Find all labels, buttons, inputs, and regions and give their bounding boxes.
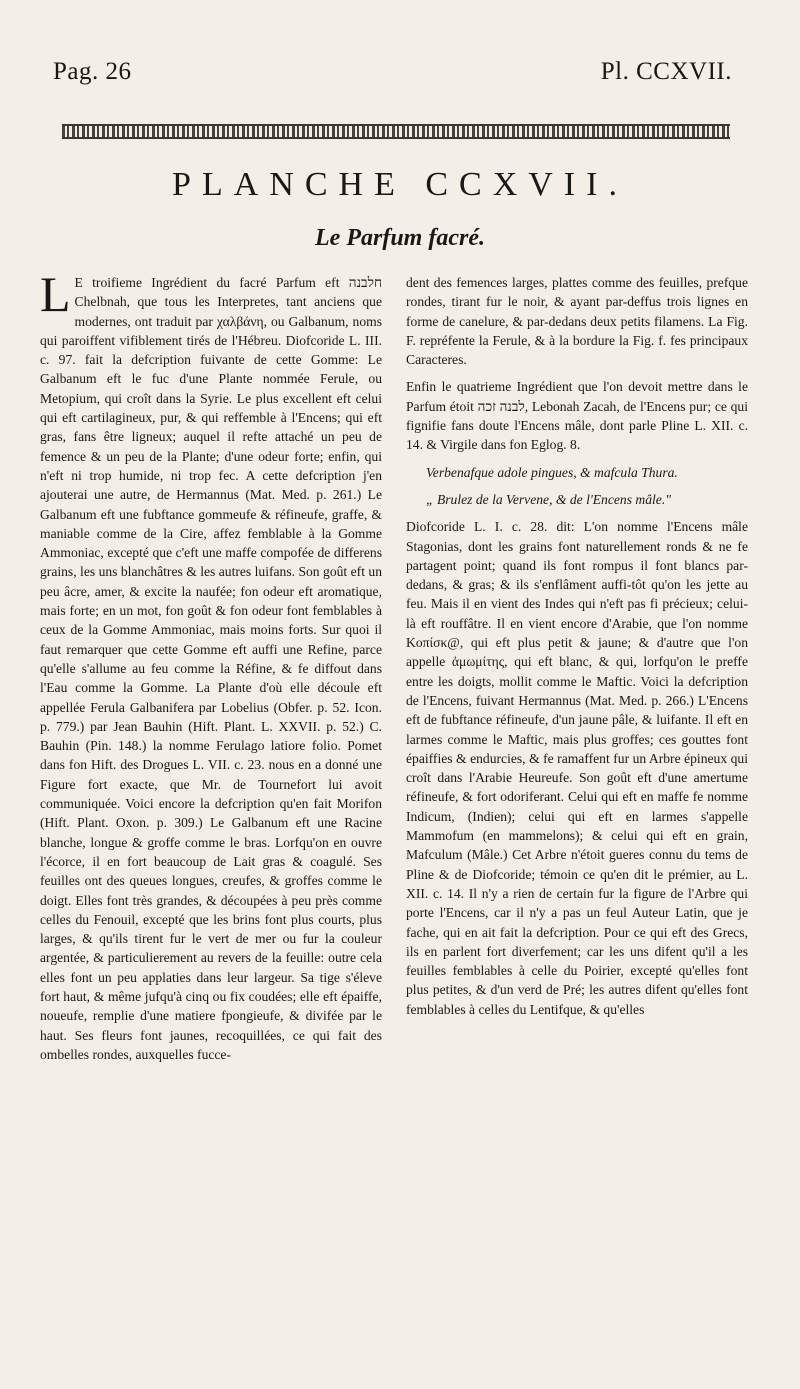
right-column: [406, 273, 748, 1027]
paragraph: dent des femences larges, plattes comme des feuilles, prefque rondes, tirant fur le noir, & ayant par-deffus trois lignes en forme de canelure, & par-dedans deux petits filamens. La Fig. F. repréfente la Ferule, & à la bordure la Fig. f. fes principaux Caracteres.: [406, 275, 748, 368]
paragraph: Diofcoride L. I. c. 28. dit: L'on nomme l'Encens mâle Stagonias, dont les grains font naturellement ronds & ne fe partagent point; quand ils font rompus il font blancs par-dedans, & gras; & ils s'enflâment auffi-tôt qu'on les jette au feu. Mais il en vient des Indes qui n'eft pas fi précieux; celui-là eft rouffâtre. Il en vient encore d'Arabie, que l'on nomme Κοπίσκ@, qui eft plus petit & jaune; & d'autre que l'on appelle ἀμωμίτης, qui eft blanc, & qui, lorfqu'on le preffe entre les doigts, mollit comme le Maftic. Voici la defcription de l'Encens, fuivant Hermannus (Mat. Med. p. 266.) L'Encens eft de fubftance réfineufe, d'un jaune pâle, & luifante. Il eft en larmes comme le Maftic, mais plus groffes; ces gouttes font épaiffies & endurcies, & fe ramaffent fur un Arbre épineux qui croît dans l'Arabie Heureufe. Son goût eft d'une amertume réfineufe, & fort odoriferant. Celui qui eft en maffe fe nomme Indicum, (Indien); celui qui eft en larmes s'appelle Mammofum (en mammelons); & celui qui eft en grain, Mafculum (Mâle.) Cet Arbre n'étoit gueres connu du tems de Pline & de Diofcoride; témoin ce qu'en dit le prémier, au L. XII. c. 14. Il n'y a rien de certain fur la figure de l'Arbre qui porte l'Encens, car il n'y a pas un feul Auteur Latin, que je fache, qui en ait fait la defcription. Pour ce qui eft des Grecs, ils en parlent fort diverfement; car les uns difent qu'il a les feuilles femblables à celle du Poirier, excepté qu'elles font plus petites, & d'un verd de Pré; les autres difent qu'elles font femblables à celles du Lentifque, & qu'elles: [406, 519, 748, 1017]
page-number: Pag. 26: [53, 58, 132, 85]
plate-title: PLANCHE CCXVII.: [172, 166, 628, 203]
paragraph: LE troifieme Ingrédient du facré Parfum eft חלבנה Chelbnah, que tous les Interpretes, tant anciens que modernes, ont traduit par χαλβάνη, ou Galbanum, noms qui paroiffent vifiblement tirés de l'Hébreu. Diofcoride L. III. c. 97. fait la defcription fuivante de cette Gomme: Le Galbanum eft le fuc d'une Plante nommée Ferule, ou Metopium, qui croît dans la Syrie. Le plus excellent eft celui qui eft cartilagineux, pur, & qui reffemble à l'Encens; qui eft gras, fans être ligneux; auquel il refte attaché un peu de femence & un peu de la Plante; d'une odeur forte; enfin, qui n'eft ni trop humide, ni trop fec. A cette defcription j'en ajouterai une autre, de Hermannus (Mat. Med. p. 261.) Le Galbanum eft une fubftance gommeufe & réfineufe, graffe, & maniable comme de la Cire, affez femblable à la Gomme Ammoniac, excepté que c'eft une maffe compofée de differens grains, les uns blanchâtres & les autres luifans. Son goût eft un peu âcre, amer, & excite la naufée; fon odeur eft aromatique, mais forte; en un mot, fon goût & fon odeur font femblables à ceux de la Gomme Ammoniac, mais moins forts. Sur quoi il faut remarquer que cette Gomme eft auffi une Refine, parce qu'elle s'allume au feu comme la Réfine, & fe diffout dans l'Eau comme la Gomme. La Plante d'où elle découle eft appellée Ferula Galbanifera par Lobelius (Obfer. p. 52. Icon. p. 779.) par Jean Bauhin (Hift. Plant. L. XXVII. p. 52.) C. Bauhin (Pin. 148.) la nomme Ferulago latiore folio. Pomet dans fon Hift. des Drogues L. VII. c. 23. nous en a donné une Figure fort exacte, que Mr. de Tournefort lui avoit communiquée. Voici encore la defcription qu'en fait Morifon (Hift. Plant. Oxon. p. 309.) Le Galbanum eft une Racine blanche, longue & groffe comme le bras. Lorfqu'on en ouvre l'écorce, il en fort beaucoup de Lait gras & coagulé. Ses feuilles ont des queues longues, creufes, & groffes comme le doigt. Elles font très grandes, & découpées à peu près comme celles du Fenouil, excepté que les brins font plus courts, plus larges, & qu'ils tirent fur le vert de mer ou fur la couleur argentée, & particulierement au revers de la feuille: outre cela elles font un peu applaties dans leur largeur. Sa tige s'éleve fort haut, & même jufqu'à cinq ou fix coudées; elle eft épaiffe, noueufe, remplie d'une matiere fpongieufe, & divifée par le haut. Ses fleurs font jaunes, recoquillées, ce qui fait des ombelles rondes, auxquelles fucce-: [40, 266, 382, 1062]
verse-latin: Verbenafque adole pingues, & mafcula Thura.: [426, 464, 678, 480]
decorative-border: [62, 124, 730, 139]
plate-subtitle: Le Parfum facré.: [315, 225, 485, 251]
verse-french: „ Brulez de la Vervene, & de l'Encens mâle.": [426, 491, 671, 507]
paragraph: Enfin le quatrieme Ingrédient que l'on devoit mettre dans le Parfum étoit לבנה זכה, Lebonah Zacah, de l'Encens pur; ce qui fignifie fans doute l'Encens mâle, dont parle Pline L. XII. c. 14. & Virgile dans fon Eglog. 8.: [406, 379, 748, 453]
plate-number: Pl. CCXVII.: [600, 58, 732, 85]
left-column: [40, 266, 382, 1072]
